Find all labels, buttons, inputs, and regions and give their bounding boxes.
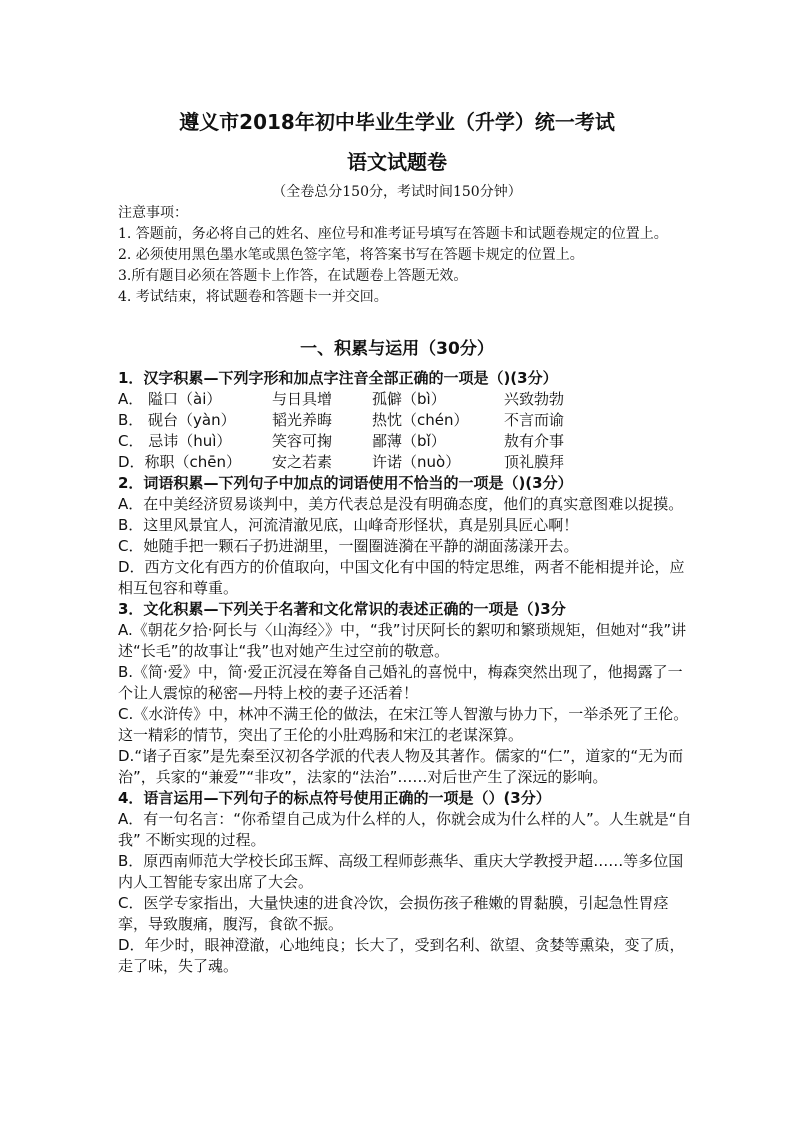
- q1-option-cell: 许诺（nuò）: [372, 453, 461, 471]
- q3-option: A.《朝花夕拾·阿长与〈山海经〉》中，“我”讨厌阿长的絮叨和繁琐规矩，但她对“我”讲述“长毛”的故事让“我”也对她产生过空前的敬意。: [118, 621, 687, 660]
- q1-option-cell: D．称职（chēn）: [118, 453, 242, 471]
- notes-item: 4. 考试结束，将试题卷和答题卡一并交回。: [118, 289, 388, 305]
- exam-info: （全卷总分150分，考试时间150分钟）: [272, 184, 522, 200]
- paper-subtitle: 语文试题卷: [347, 150, 447, 174]
- q2-option: A．在中美经济贸易谈判中，美方代表总是没有明确态度，他们的真实意图难以捉摸。: [118, 495, 684, 513]
- q1-option-cell: 敖有介事: [504, 432, 565, 450]
- question-1-title: 1．汉字积累—下列字形和加点字注音全部正确的一项是（)(3分）: [118, 369, 558, 387]
- q3-option: B.《简·爱》中，简·爱正沉浸在筹备自己婚礼的喜悦中，梅森突然出现了，他揭露了一个让人震惊的秘密—丹特上校的妻子还活着！: [118, 663, 683, 702]
- notes-heading: 注意事项：: [118, 205, 188, 221]
- q1-option-cell: 鄙薄（bǐ）: [372, 432, 446, 450]
- q1-option-cell: 顶礼膜拜: [504, 453, 565, 471]
- q1-option-cell: 不言而谕: [504, 411, 565, 429]
- question-4-title: 4．语言运用—下列句子的标点符号使用正确的一项是（）(3分）: [118, 789, 551, 807]
- exam-title: 遵义市2018年初中毕业生学业（升学）统一考试: [179, 110, 615, 134]
- q1-option-row: [118, 389, 693, 410]
- q1-option-cell: B． 砚台（yàn）: [118, 411, 236, 429]
- q1-option-cell: 韬光养晦: [272, 411, 333, 429]
- q4-option: B．原西南师范大学校长邱玉辉、高级工程师彭燕华、重庆大学教授尹超……等多位国内人工智能专家出席了大会。: [118, 852, 684, 891]
- q1-option-cell: 热忱（chén）: [372, 411, 469, 429]
- q1-option-cell: 安之若素: [272, 453, 333, 471]
- q2-option: D．西方文化有西方的价值取向，中国文化有中国的特定思维，两者不能相提并论，应相互包容和尊重。: [118, 558, 685, 597]
- questions-block: [118, 368, 693, 977]
- q4-option: D．年少时，眼神澄澈，心地纯良；长大了，受到名利、欲望、贪婪等熏染，变了质，走了味，失了魂。: [118, 936, 685, 975]
- q1-option-cell: C． 忌讳（huì）: [118, 432, 232, 450]
- section-heading: 一、积累与运用（30分）: [300, 339, 494, 359]
- q1-option-cell: 孤僻（bì）: [372, 390, 446, 408]
- q1-option-cell: 笑容可掬: [272, 432, 333, 450]
- q1-option-row: [118, 410, 693, 431]
- notes-item: 3.所有题目必须在答题卡上作答，在试题卷上答题无效。: [118, 268, 468, 284]
- q1-option-cell: 与日具增: [272, 390, 333, 408]
- q4-option: C．医学专家指出，大量快速的进食冷饮，会损伤孩子稚嫩的胃黏膜，引起急性胃痉挛，导致腹痛，腹泻，食欲不振。: [118, 894, 669, 933]
- question-2-title: 2．词语积累—下列句子中加点的词语使用不恰当的一项是（)(3分）: [118, 474, 573, 492]
- q3-option: D.“诸子百家”是先秦至汉初各学派的代表人物及其著作。儒家的“仁”，道家的“无为而治”，兵家的“兼爱”“非攻”，法家的“法治”……对后世产生了深远的影响。: [118, 747, 684, 786]
- question-3-title: 3．文化积累—下列关于名著和文化常识的表述正确的一项是（)3分: [118, 600, 566, 618]
- q4-option: A．有一句名言：“你希望自己成为什么样的人，你就会成为什么样的人”。人生就是“自我” 不断实现的过程。: [118, 810, 692, 849]
- notes-block: [118, 203, 708, 308]
- notes-item: 2. 必须使用黑色墨水笔或黑色签字笔，将答案书写在答题卡规定的位置上。: [118, 247, 584, 263]
- notes-item: 1. 答题前，务必将自己的姓名、座位号和准考证号填写在答题卡和试题卷规定的位置上。: [118, 226, 668, 242]
- q1-option-cell: A． 隘口（ài）: [118, 390, 222, 408]
- q3-option: C.《水浒传》中，林冲不满王伦的做法，在宋江等人智激与协力下，一举杀死了王伦。这一精彩的情节，突出了王伦的小肚鸡肠和宋江的老谋深算。: [118, 705, 689, 744]
- q2-option: B．这里风景宜人，河流清澈见底，山峰奇形怪状，真是别具匠心啊！: [118, 516, 579, 534]
- q1-option-row: [118, 431, 693, 452]
- q2-option: C．她随手把一颗石子扔进湖里，一圈圈涟漪在平静的湖面荡漾开去。: [118, 537, 579, 555]
- q1-option-row: [118, 452, 693, 473]
- q1-option-cell: 兴致勃勃: [504, 390, 565, 408]
